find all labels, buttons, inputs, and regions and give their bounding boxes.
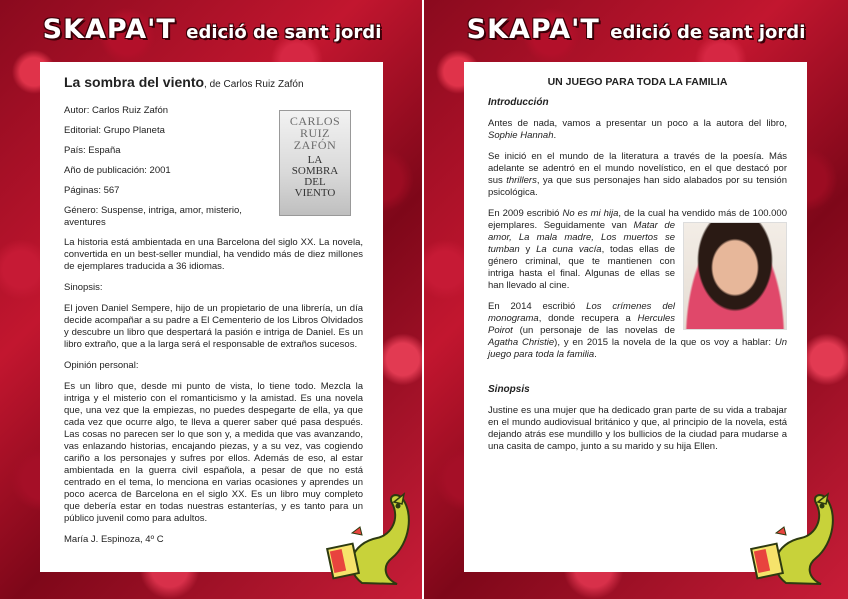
meta-pais: País: España [64,145,121,156]
meta-genero: Género: Suspense, intriga, amor, misterio, aventures [64,205,242,228]
review-intro: La historia está ambientada en una Barcelona del siglo XX. La novela, convertida en un best-seller mundial, ha vendido más de diez millones de ejemplares traducida a 36 idiomas. [64,237,363,272]
intro-paragraph-3: En 2009 escribió No es mi hija, de la cual ha vendido más de 100.000 ejemplares. Seguidamente van Matar de amor, La mala madre, Los muertos se tumban y La cuna vacía, todas ellas de género criminal, que te mantienen con intriga hasta el final. Algunas de ellas se han llevado al cine. [488,208,787,292]
intro-paragraph-2: Se inició en el mundo de la literatura a través de la poesía. Más adelante se adentró en el mundo novelístico, en el que destacó por sus thrillers, ya que sus personajes han sido alabados por su tensión psicológica. [488,151,787,198]
cover-author: CARLOS RUIZ ZAFÓN [289,114,341,152]
dragon-reading-illustration-right [746,488,842,588]
intro-heading: Introducción [488,97,549,108]
book-author-byline: , de Carlos Ruiz Zafón [204,79,304,90]
dragon-reading-illustration [322,488,418,588]
review-sinopsis: El joven Daniel Sempere, hijo de un propietario de una librería, un día decide acompañar a su padre a El Cementerio de los Libros Olvidados y descubre un libro que despertará la pasión e intriga de Daniel. Es un libro extraño, que a la larga será el responsable de extraños sucesos. [64,303,363,350]
intro-paragraph-1: Antes de nada, vamos a presentar un poco a la autora del libro, Sophie Hannah. [488,118,787,141]
page-header [0,14,424,45]
meta-autor: Autor: Carlos Ruiz Zafón [64,105,169,116]
sinopsis-label: Sinopsis: [64,282,103,293]
meta-paginas: Páginas: 567 [64,185,120,196]
book-cover-image [279,110,351,216]
header-brand: SKAPA'T [42,14,176,45]
book-title [64,76,363,91]
sinopsis-paragraph: Justine es una mujer que ha dedicado gran parte de su vida a trabajar en el mundo audiovisual británico y que, al principio de la novela, está dejando atrás ese mundillo y los bullicios de la ciudad para mudarse a una casita de campo, junto a su marido y su hija Ellen. [488,405,787,452]
opinion-label: Opinión personal: [64,360,139,371]
sinopsis-heading: Sinopsis [488,384,530,395]
page-header-right [424,14,848,45]
header-subtitle: edició de sant jordi [186,22,382,43]
right-page [424,0,848,599]
article-title: UN JUEGO PARA TODA LA FAMILIA [547,76,728,88]
author-photo [683,222,787,330]
header-subtitle-right: edició de sant jordi [610,22,806,43]
book-title-text: La sombra del viento [64,74,205,90]
cover-title: LA SOMBRA DEL VIENTO [291,154,339,199]
intro-paragraph-4: En 2014 escribió Los crímenes del monograma, donde recupera a Hercules Poirot (un personaje de las novelas de Agatha Christie), y en 2015 la novela de la que os voy a hablar: Un juego para toda la familia. [488,301,787,360]
meta-editorial: Editorial: Grupo Planeta [64,125,165,136]
header-brand-right: SKAPA'T [466,14,600,45]
meta-anio: Año de publicación: 2001 [64,165,171,176]
review-signature: María J. Espinoza, 4º C [64,534,164,545]
review-opinion: Es un libro que, desde mi punto de vista, lo tiene todo. Mezcla la intriga y el misterio con el romanticismo y la amistad. Es una novela que, una vez que la empiezas, no puedes despegarte de ella, ya que cada vez que ocurre algo, te lleva a querer saber qué pasa después. Las cosas no parecen ser lo que son y, a medida que vas avanzando, vas enlazando historias, encajando piezas, y a su vez, vas cogiendo cariño a los personajes y sufres por ellos. Además de eso, al estar ambientada en la guerra civil española, a pesar de que no está centrado en el tema, lo menciona en varias ocasiones y aprendes un poco acerca de Barcelona en el siglo XX. Es un libro muy completo que debería estar en todas nuestras estanterías, y es tanto para un público juvenil como para adultos. [64,381,363,524]
